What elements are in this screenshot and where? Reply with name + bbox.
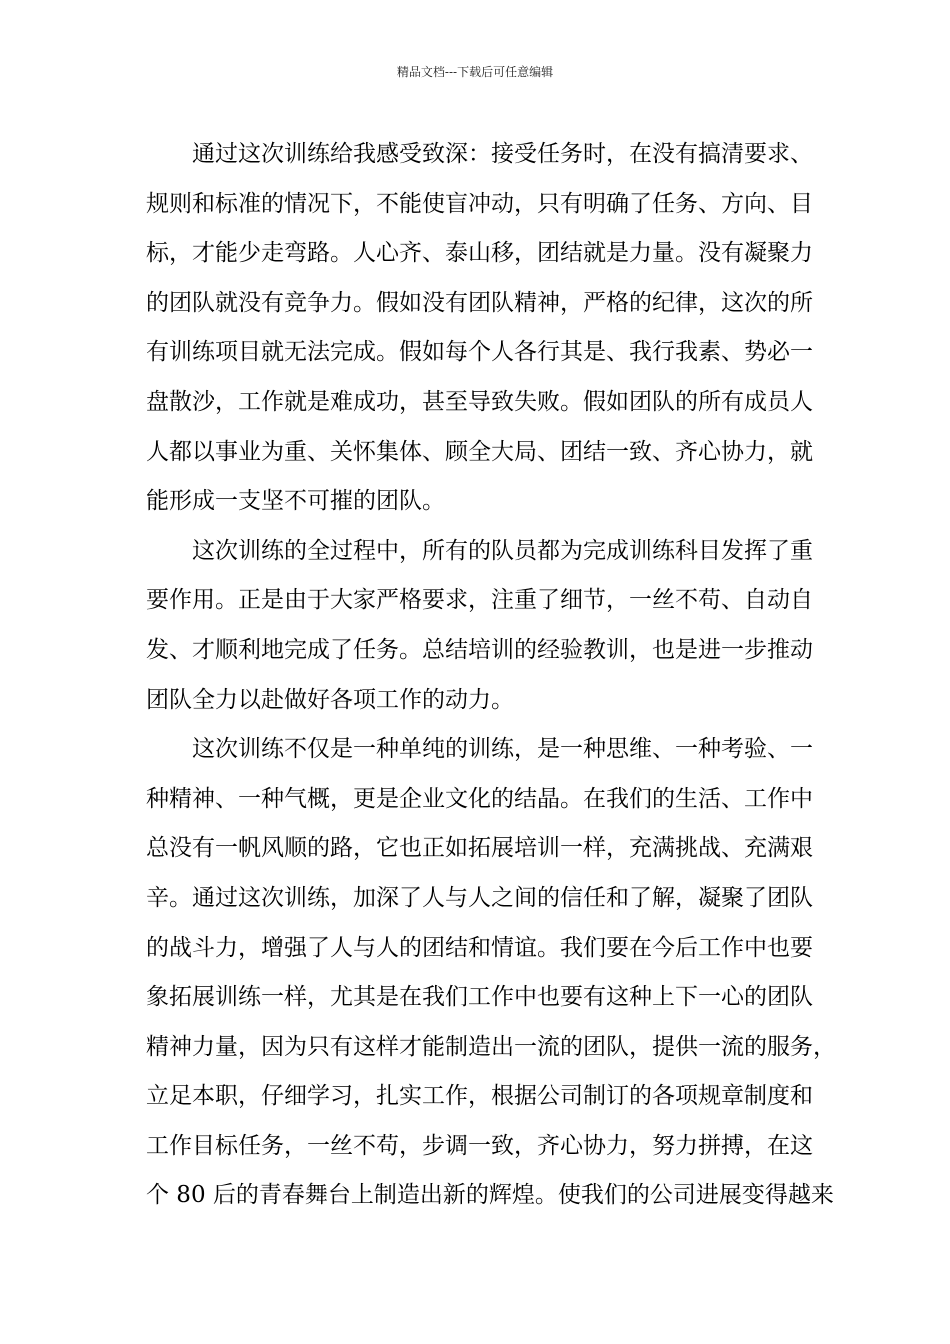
paragraph-line: 要作用。正是由于大家严格要求，注重了细节，一丝不苟、自动自: [146, 587, 813, 614]
paragraph-line: 这次训练不仅是一种单纯的训练，是一种思维、一种考验、一: [192, 736, 813, 763]
paragraph-line: 发、才顺利地完成了任务。总结培训的经验教训，也是进一步推动: [146, 636, 813, 663]
paragraph-line: 工作目标任务，一丝不苟，步调一致，齐心协力，努力拼搏，在这: [146, 1132, 813, 1159]
paragraph-line: 这次训练的全过程中，所有的队员都为完成训练科目发挥了重: [192, 537, 813, 564]
paragraph-line: 通过这次训练给我感受致深：接受任务时，在没有搞清要求、: [192, 141, 813, 167]
paragraph-line: 总没有一帆风顺的路，它也正如拓展培训一样，充满挑战、充满艰: [146, 835, 813, 862]
paragraph-line: 能形成一支坚不可摧的团队。: [146, 488, 445, 515]
paragraph-line: 的战斗力，增强了人与人的团结和情谊。我们要在今后工作中也要: [146, 934, 813, 961]
paragraph-line: 辛。通过这次训练，加深了人与人之间的信任和了解，凝聚了团队: [146, 884, 813, 911]
paragraph-line: 精神力量，因为只有这样才能制造出一流的团队，提供一流的服务，: [146, 1033, 836, 1060]
paragraph-line: 有训练项目就无法完成。假如每个人各行其是、我行我素、势必一: [146, 339, 813, 366]
paragraph-line: 个 80 后的青春舞台上制造出新的辉煌。使我们的公司进展变得越来: [146, 1182, 834, 1209]
paragraph-line: 规则和标准的情况下，不能使盲冲动，只有明确了任务、方向、目: [146, 190, 813, 217]
paragraph-1: [146, 130, 822, 527]
paragraph-line: 人都以事业为重、关怀集体、顾全大局、团结一致、齐心协力，就: [146, 438, 813, 465]
paragraph-line: 立足本职，仔细学习，扎实工作，根据公司制订的各项规章制度和: [146, 1083, 813, 1110]
paragraph-line: 象拓展训练一样，尤其是在我们工作中也要有这种上下一心的团队: [146, 984, 813, 1011]
paragraph-2: [146, 527, 822, 725]
page-header: 精品文档---下载后可任意编辑: [396, 65, 554, 79]
paragraph-line: 标，才能少走弯路。人心齐、泰山移，团结就是力量。没有凝聚力: [146, 240, 813, 267]
paragraph-3: [146, 725, 836, 1221]
document-body: [146, 130, 836, 1221]
paragraph-line: 团队全力以赴做好各项工作的动力。: [146, 686, 514, 713]
paragraph-line: 种精神、一种气概，更是企业文化的结晶。在我们的生活、工作中: [146, 785, 813, 812]
paragraph-line: 的团队就没有竞争力。假如没有团队精神，严格的纪律，这次的所: [146, 289, 813, 316]
paragraph-line: 盘散沙，工作就是难成功，甚至导致失败。假如团队的所有成员人: [146, 388, 813, 415]
